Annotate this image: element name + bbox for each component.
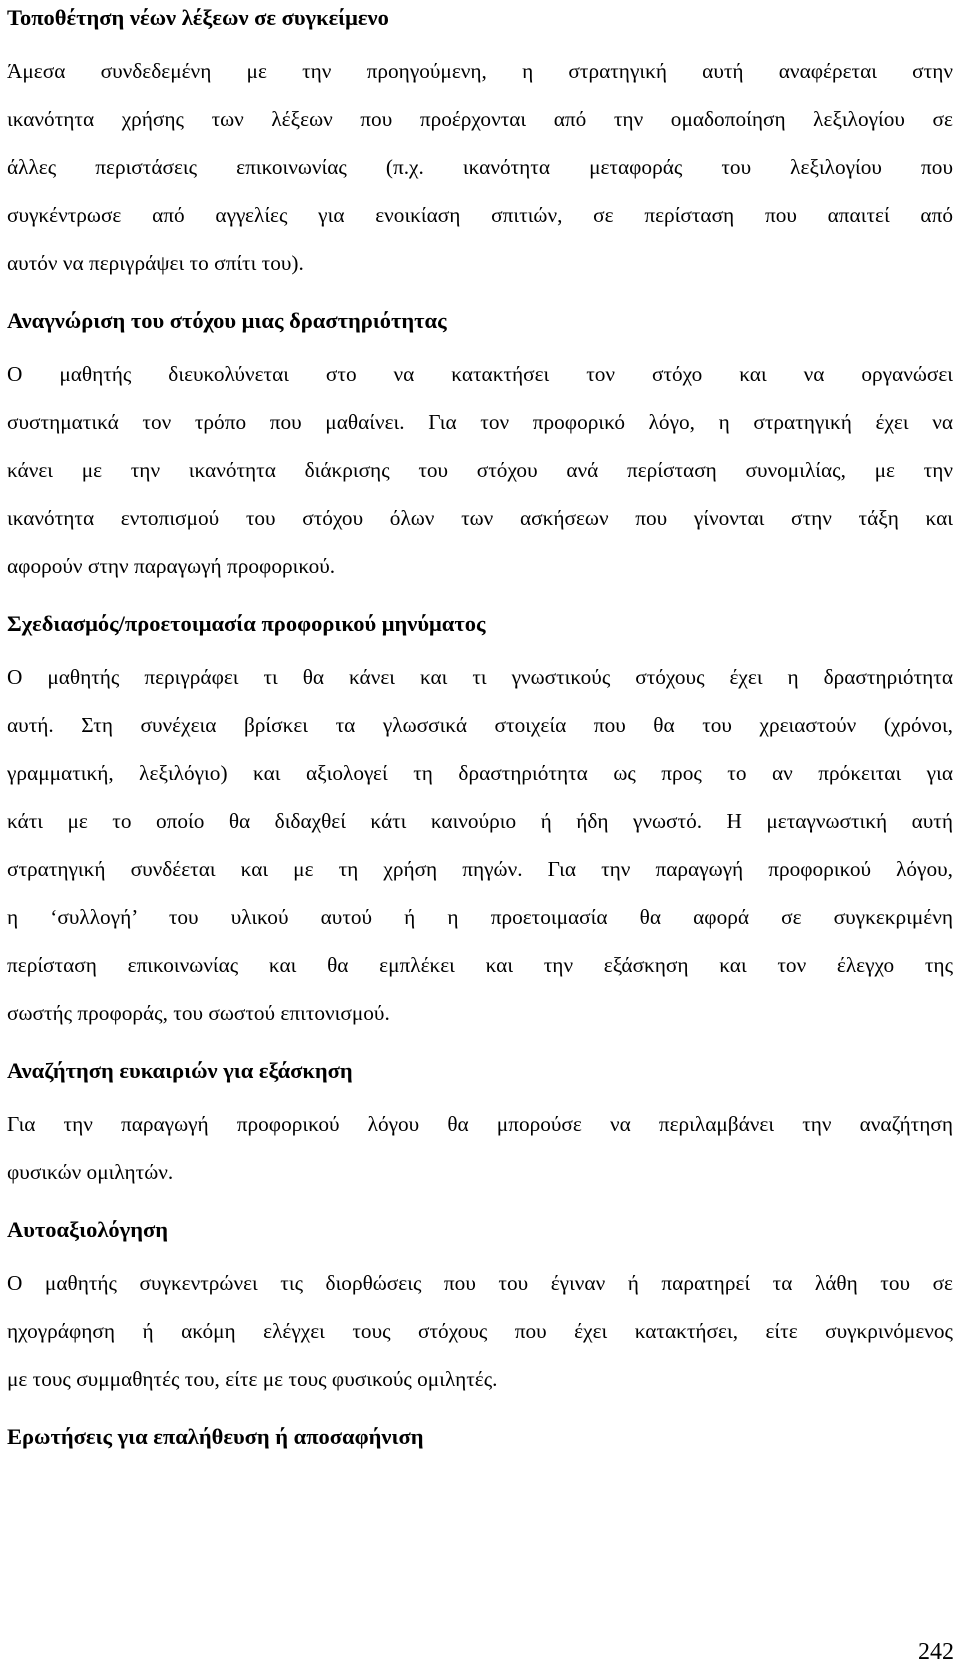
paragraph-line: φυσικών ομιλητών. xyxy=(7,1160,174,1184)
paragraph-line: ικανότητα χρήσης των λέξεων που προέρχονται από την ομαδοποίηση λεξιλογίου σε xyxy=(7,107,953,131)
paragraph-line: αυτή. Στη συνέχεια βρίσκει τα γλωσσικά στοιχεία που θα του χρειαστούν (χρόνοι, xyxy=(7,713,953,737)
document-page xyxy=(7,0,953,1452)
section-paragraph xyxy=(7,1100,953,1196)
section-heading: Τοποθέτηση νέων λέξεων σε συγκείμενο xyxy=(7,5,389,30)
paragraph-line: αφορούν στην παραγωγή προφορικού. xyxy=(7,554,336,578)
section-heading: Σχεδιασμός/προετοιμασία προφορικού μηνύματος xyxy=(7,611,486,636)
section-heading: Αναγνώριση του στόχου μιας δραστηριότητας xyxy=(7,308,447,333)
paragraph-line: περίσταση επικοινωνίας και θα εμπλέκει και την εξάσκηση και τον έλεγχο της xyxy=(7,953,953,977)
section-heading: Αναζήτηση ευκαιριών για εξάσκηση xyxy=(7,1058,353,1083)
paragraph-line: Ο μαθητής περιγράφει τι θα κάνει και τι γνωστικούς στόχους έχει η δραστηριότητα xyxy=(7,665,953,689)
section-heading: Αυτοαξιολόγηση xyxy=(7,1217,168,1242)
paragraph-line: συστηματικά τον τρόπο που μαθαίνει. Για τον προφορικό λόγο, η στρατηγική έχει να xyxy=(7,410,953,434)
section-paragraph xyxy=(7,1259,953,1403)
paragraph-line: Ο μαθητής διευκολύνεται στο να κατακτήσει τον στόχο και να οργανώσει xyxy=(7,362,953,386)
paragraph-line: κάνει με την ικανότητα διάκρισης του στόχου ανά περίσταση συνομιλίας, με την xyxy=(7,458,953,482)
paragraph-line: με τους συμμαθητές του, είτε με τους φυσικούς ομιλητές. xyxy=(7,1367,498,1391)
paragraph-line: ικανότητα εντοπισμού του στόχου όλων των ασκήσεων που γίνονται στην τάξη και xyxy=(7,506,953,530)
paragraph-line: συγκέντρωσε από αγγελίες για ενοικίαση σπιτιών, σε περίσταση που απαιτεί από xyxy=(7,203,953,227)
page-number: 242 xyxy=(918,1639,954,1665)
paragraph-line: κάτι με το οποίο θα διδαχθεί κάτι καινούριο ή ήδη γνωστό. Η μεταγνωστική αυτή xyxy=(7,809,953,833)
section-paragraph xyxy=(7,350,953,590)
section-heading: Ερωτήσεις για επαλήθευση ή αποσαφήνιση xyxy=(7,1424,424,1449)
section-paragraph xyxy=(7,47,953,287)
paragraph-line: άλλες περιστάσεις επικοινωνίας (π.χ. ικανότητα μεταφοράς του λεξιλογίου που xyxy=(7,155,953,179)
paragraph-line: γραμματική, λεξιλόγιο) και αξιολογεί τη δραστηριότητα ως προς το αν πρόκειται για xyxy=(7,761,953,785)
section-paragraph xyxy=(7,653,953,1037)
paragraph-line: Ο μαθητής συγκεντρώνει τις διορθώσεις που του έγιναν ή παρατηρεί τα λάθη του σε xyxy=(7,1271,953,1295)
paragraph-line: Άμεσα συνδεδεμένη με την προηγούμενη, η στρατηγική αυτή αναφέρεται στην xyxy=(7,59,953,83)
paragraph-line: στρατηγική συνδέεται και με τη χρήση πηγών. Για την παραγωγή προφορικού λόγου, xyxy=(7,857,953,881)
paragraph-line: αυτόν να περιγράψει το σπίτι του). xyxy=(7,251,304,275)
paragraph-line: ηχογράφηση ή ακόμη ελέγχει τους στόχους που έχει κατακτήσει, είτε συγκρινόμενος xyxy=(7,1319,953,1343)
paragraph-line: Για την παραγωγή προφορικού λόγου θα μπορούσε να περιλαμβάνει την αναζήτηση xyxy=(7,1112,953,1136)
paragraph-line: σωστής προφοράς, του σωστού επιτονισμού. xyxy=(7,1001,390,1025)
paragraph-line: η ‘συλλογή’ του υλικού αυτού ή η προετοιμασία θα αφορά σε συγκεκριμένη xyxy=(7,905,953,929)
